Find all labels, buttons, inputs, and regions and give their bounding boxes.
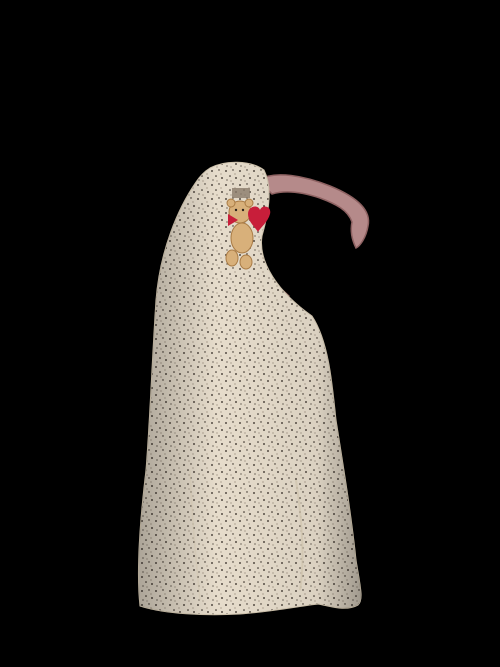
bear-eye xyxy=(242,209,244,211)
pink-shawl xyxy=(258,175,369,248)
bear-ear-left xyxy=(227,199,235,207)
bear-leg-right xyxy=(240,255,252,269)
bear-leg-left xyxy=(226,250,238,266)
bear-body xyxy=(231,223,253,253)
bear-ear-right xyxy=(245,199,253,207)
brooch-tag xyxy=(232,188,250,198)
bear-eye xyxy=(235,209,237,211)
